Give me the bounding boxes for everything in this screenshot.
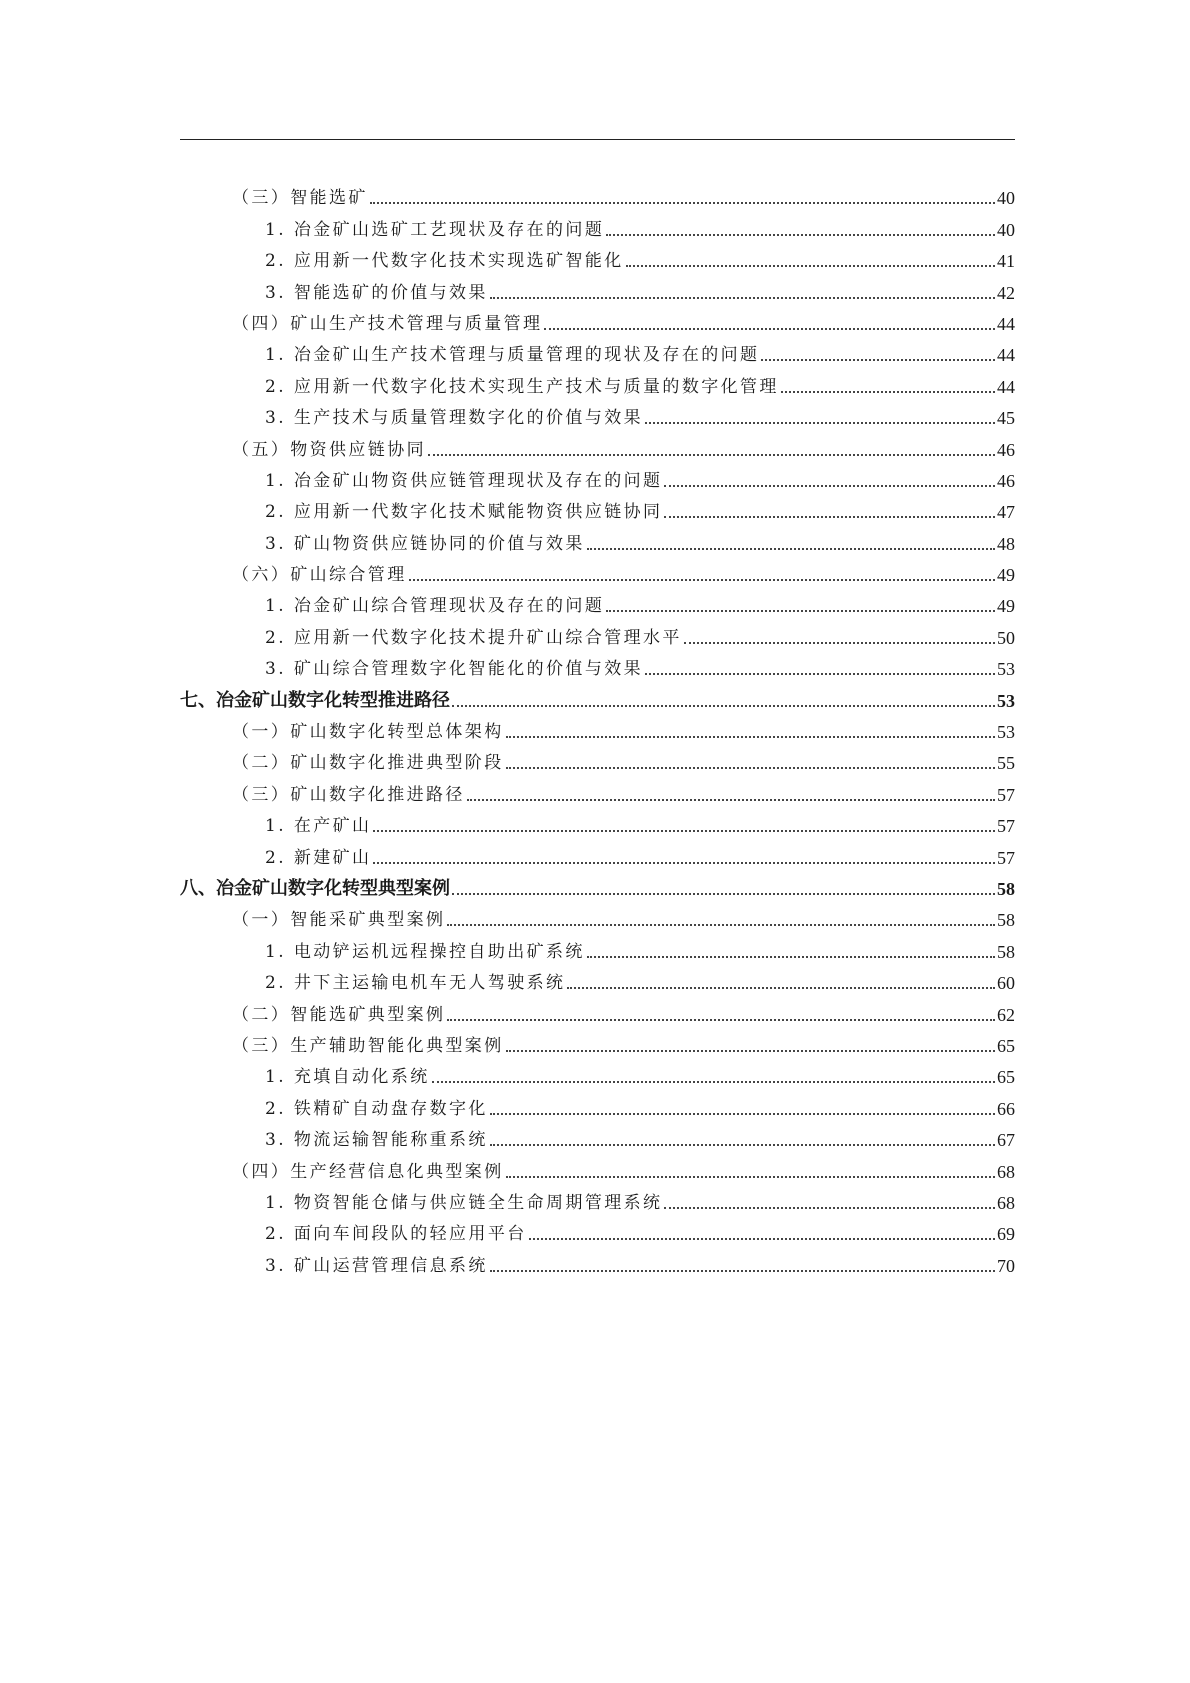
dot-leader <box>645 422 995 424</box>
toc-entry[interactable] <box>180 933 1015 964</box>
toc-entry[interactable] <box>180 557 1015 588</box>
toc-entry-title: （三）矿山数字化推进路径 <box>232 784 465 805</box>
toc-entry[interactable] <box>180 1153 1015 1184</box>
toc-entry-page-number: 68 <box>997 1192 1015 1213</box>
toc-entry[interactable] <box>180 1059 1015 1090</box>
toc-entry-page-number: 47 <box>997 502 1015 523</box>
toc-entry-title: （六）矿山综合管理 <box>232 565 407 586</box>
toc-entry-page-number: 65 <box>997 1035 1015 1056</box>
toc-entry[interactable] <box>180 619 1015 650</box>
toc-entry-title: 3. 生产技术与质量管理数字化的价值与效果 <box>265 408 644 429</box>
dot-leader <box>428 454 995 456</box>
toc-entry-title: 1. 在产矿山 <box>265 816 372 837</box>
dot-leader <box>490 1113 995 1115</box>
dot-leader <box>447 924 995 926</box>
dot-leader <box>370 202 995 204</box>
toc-entry[interactable] <box>180 871 1015 902</box>
toc-entry[interactable] <box>180 682 1015 713</box>
toc-entry[interactable] <box>180 965 1015 996</box>
dot-leader <box>684 642 995 644</box>
dot-leader <box>467 799 995 801</box>
toc-entry-page-number: 44 <box>997 345 1015 366</box>
toc-entry-title: 3. 矿山物资供应链协同的价值与效果 <box>265 533 585 554</box>
toc-entry-title: （三）智能选矿 <box>232 188 368 209</box>
toc-entry[interactable] <box>180 306 1015 337</box>
dot-leader <box>606 234 995 236</box>
toc-entry-title: （四）矿山生产技术管理与质量管理 <box>232 313 543 334</box>
toc-entry[interactable] <box>180 337 1015 368</box>
toc-entry-title: 1. 冶金矿山物资供应链管理现状及存在的问题 <box>265 470 663 491</box>
toc-entry-title: 2. 应用新一代数字化技术提升矿山综合管理水平 <box>265 627 682 648</box>
toc-entry[interactable] <box>180 463 1015 494</box>
dot-leader <box>606 610 995 612</box>
toc-entry-title: （五）物资供应链协同 <box>232 439 426 460</box>
toc-entry-page-number: 53 <box>997 690 1015 711</box>
dot-leader <box>664 485 995 487</box>
toc-entry[interactable] <box>180 776 1015 807</box>
toc-entry[interactable] <box>180 1216 1015 1247</box>
toc-entry-title: （一）智能采矿典型案例 <box>232 910 446 931</box>
toc-entry-title: 2. 井下主运输电机车无人驾驶系统 <box>265 973 566 994</box>
toc-entry-page-number: 53 <box>997 722 1015 743</box>
toc-entry-page-number: 46 <box>997 439 1015 460</box>
toc-entry-title: 1. 充填自动化系统 <box>265 1067 430 1088</box>
toc-entry-title: （三）生产辅助智能化典型案例 <box>232 1035 504 1056</box>
toc-entry[interactable] <box>180 1028 1015 1059</box>
toc-entry-page-number: 66 <box>997 1098 1015 1119</box>
toc-entry[interactable] <box>180 745 1015 776</box>
toc-entry[interactable] <box>180 180 1015 211</box>
toc-entry-title: 2. 应用新一代数字化技术实现生产技术与质量的数字化管理 <box>265 376 779 397</box>
dot-leader <box>761 359 995 361</box>
toc-entry-title: 3. 智能选矿的价值与效果 <box>265 282 488 303</box>
toc-entry-title: （二）智能选矿典型案例 <box>232 1004 446 1025</box>
toc-entry-page-number: 58 <box>997 941 1015 962</box>
toc-entry-page-number: 60 <box>997 973 1015 994</box>
dot-leader <box>409 579 995 581</box>
toc-entry-page-number: 62 <box>997 1004 1015 1025</box>
toc-entry-title: 八、冶金矿山数字化转型典型案例 <box>180 877 450 899</box>
toc-entry[interactable] <box>180 808 1015 839</box>
dot-leader <box>506 1176 995 1178</box>
toc-entry-title: 3. 矿山运营管理信息系统 <box>265 1255 488 1276</box>
toc-entry-title: 七、冶金矿山数字化转型推进路径 <box>180 689 450 711</box>
header-rule <box>180 139 1015 140</box>
toc-entry[interactable] <box>180 1122 1015 1153</box>
toc-entry[interactable] <box>180 839 1015 870</box>
toc-entry-page-number: 58 <box>997 910 1015 931</box>
dot-leader <box>587 548 995 550</box>
toc-entry[interactable] <box>180 400 1015 431</box>
toc-entry-page-number: 40 <box>997 188 1015 209</box>
dot-leader <box>529 1238 995 1240</box>
toc-entry-page-number: 67 <box>997 1130 1015 1151</box>
dot-leader <box>490 297 995 299</box>
toc-entry[interactable] <box>180 902 1015 933</box>
toc-entry-page-number: 42 <box>997 282 1015 303</box>
toc-entry[interactable] <box>180 494 1015 525</box>
toc-entry[interactable] <box>180 368 1015 399</box>
toc-entry-page-number: 44 <box>997 313 1015 334</box>
toc-entry-page-number: 68 <box>997 1161 1015 1182</box>
toc-entry[interactable] <box>180 1185 1015 1216</box>
dot-leader <box>587 956 995 958</box>
toc-entry-page-number: 55 <box>997 753 1015 774</box>
dot-leader <box>373 830 995 832</box>
toc-entry-title: 3. 矿山综合管理数字化智能化的价值与效果 <box>265 659 644 680</box>
toc-entry-page-number: 48 <box>997 533 1015 554</box>
toc-entry-title: 1. 冶金矿山生产技术管理与质量管理的现状及存在的问题 <box>265 345 760 366</box>
toc-entry-page-number: 40 <box>997 219 1015 240</box>
dot-leader <box>373 862 995 864</box>
toc-entry-page-number: 49 <box>997 565 1015 586</box>
dot-leader <box>432 1081 995 1083</box>
dot-leader <box>664 516 995 518</box>
toc-entry-title: （二）矿山数字化推进典型阶段 <box>232 753 504 774</box>
toc-entry-title: 1. 冶金矿山选矿工艺现状及存在的问题 <box>265 219 605 240</box>
toc-entry[interactable] <box>180 588 1015 619</box>
toc-entry[interactable] <box>180 996 1015 1027</box>
toc-entry-page-number: 46 <box>997 470 1015 491</box>
toc-entry-page-number: 50 <box>997 627 1015 648</box>
toc-entry[interactable] <box>180 651 1015 682</box>
toc-entry-title: 1. 电动铲运机远程操控自助出矿系统 <box>265 941 585 962</box>
toc-entry[interactable] <box>180 211 1015 242</box>
toc-entry-title: 1. 物资智能仓储与供应链全生命周期管理系统 <box>265 1192 663 1213</box>
toc-entry-title: 1. 冶金矿山综合管理现状及存在的问题 <box>265 596 605 617</box>
dot-leader <box>664 1207 995 1209</box>
dot-leader <box>567 987 995 989</box>
dot-leader <box>506 736 995 738</box>
toc-entry[interactable] <box>180 525 1015 556</box>
toc-entry-page-number: 58 <box>997 878 1015 899</box>
dot-leader <box>506 1050 995 1052</box>
toc-entry-page-number: 53 <box>997 659 1015 680</box>
toc-entry-page-number: 57 <box>997 784 1015 805</box>
dot-leader <box>452 893 995 895</box>
toc-entry-page-number: 44 <box>997 376 1015 397</box>
dot-leader <box>544 328 995 330</box>
toc-entry-page-number: 65 <box>997 1067 1015 1088</box>
toc-entry[interactable] <box>180 431 1015 462</box>
toc-entry-title: 2. 新建矿山 <box>265 847 372 868</box>
toc-entry[interactable] <box>180 1090 1015 1121</box>
dot-leader <box>781 391 995 393</box>
toc-entry-title: 2. 应用新一代数字化技术赋能物资供应链协同 <box>265 502 663 523</box>
dot-leader <box>452 705 995 707</box>
toc-entry-page-number: 57 <box>997 847 1015 868</box>
toc-entry-page-number: 41 <box>997 251 1015 272</box>
toc-entry-page-number: 49 <box>997 596 1015 617</box>
toc-entry-title: 2. 应用新一代数字化技术实现选矿智能化 <box>265 251 624 272</box>
toc-entry-page-number: 57 <box>997 816 1015 837</box>
dot-leader <box>447 1019 995 1021</box>
toc-entry-title: （一）矿山数字化转型总体架构 <box>232 722 504 743</box>
dot-leader <box>490 1144 995 1146</box>
toc-entry-title: （四）生产经营信息化典型案例 <box>232 1161 504 1182</box>
toc-entry-title: 2. 面向车间段队的轻应用平台 <box>265 1224 527 1245</box>
toc-entry[interactable] <box>180 714 1015 745</box>
dot-leader <box>645 673 995 675</box>
toc-entry-page-number: 69 <box>997 1224 1015 1245</box>
toc-entry-title: 2. 铁精矿自动盘存数字化 <box>265 1098 488 1119</box>
toc-entry[interactable] <box>180 1247 1015 1278</box>
toc-entry-page-number: 45 <box>997 408 1015 429</box>
dot-leader <box>626 265 995 267</box>
toc-entry-page-number: 70 <box>997 1255 1015 1276</box>
toc-entry[interactable] <box>180 274 1015 305</box>
dot-leader <box>506 767 995 769</box>
toc-entry-title: 3. 物流运输智能称重系统 <box>265 1130 488 1151</box>
dot-leader <box>490 1270 995 1272</box>
table-of-contents <box>180 180 1015 1279</box>
toc-entry[interactable] <box>180 243 1015 274</box>
